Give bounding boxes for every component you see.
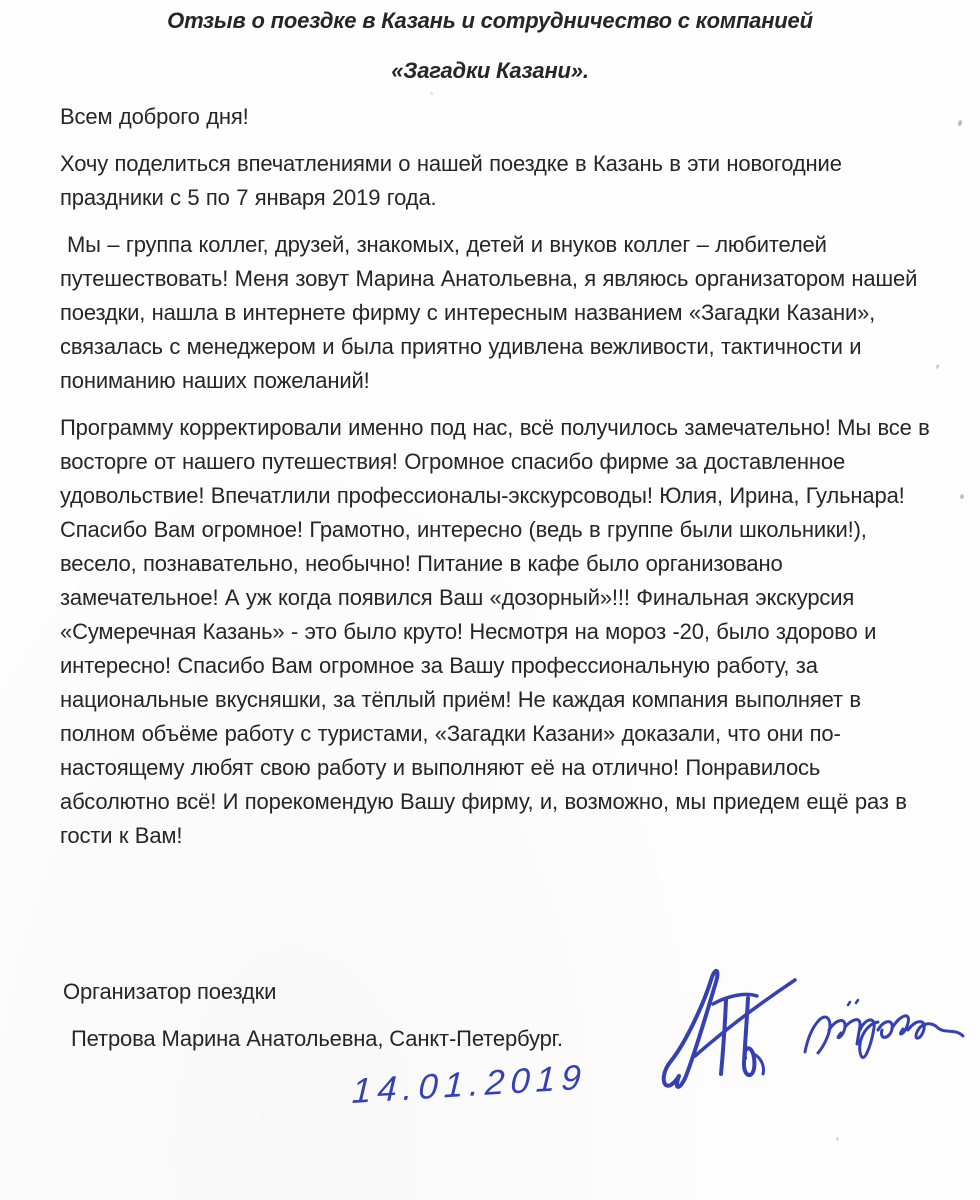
paragraph-greeting: Всем доброго дня! [60,104,249,129]
letter-title [0,8,980,84]
scan-artifact [430,92,433,95]
signature-monogram-icon [664,971,795,1087]
scan-artifact [836,1137,839,1141]
letter-title-line2: «Загадки Казани». [391,58,589,83]
letter-title-line1: Отзыв о поездке в Казань и сотрудничество с компанией [167,8,813,33]
paragraph-group: Мы – группа коллег, друзей, знакомых, детей и внуков коллег – любителей путешествовать! Меня зовут Марина Анатольевна, я являюсь организатором нашей поездки, нашла в интернете фирму с интересным названием «Загадки Казани», связалась с менеджером и была приятно удивлена вежливости, тактичности и пониманию наших пожеланий! [60,232,918,393]
handwritten-date: 14.01.2019 [351,1057,588,1112]
closing-author: Петрова Марина Анатольевна, Санкт-Петербург. [71,1026,563,1051]
scan-artifact [957,119,963,126]
scan-artifact [959,494,964,500]
handwritten-signature [655,958,975,1108]
letter-body [60,100,936,866]
closing-role: Организатор поездки [63,979,277,1004]
paragraph-review: Программу корректировали именно под нас, всё получилось замечательно! Мы все в восторге от нашего путешествия! Огромное спасибо фирме за доставленное удовольствие! Впечатлили профессионалы-экскурсоводы! Юлия, Ирина, Гульнара! Спасибо Вам огромное! Грамотно, интересно (ведь в группе были школьники!), весело, познавательно, необычно! Питание в кафе было организовано замечательное! А уж когда появился Ваш «дозорный»!!! Финальная экскурсия «Сумеречная Казань» - это было круто! Несмотря на мороз -20, было здорово и интересно! Спасибо Вам огромное за Вашу профессиональную работу, за национальные вкусняшки, за тёплый приём! Не каждая компания выполняет в полном объёме работу с туристами, «Загадки Казани» доказали, что они по-настоящему любят свою работу и выполняют её на отлично! Понравилось абсолютно всё! И порекомендую Вашу фирму, и, возможно, мы приедем ещё раз в гости к Вам! [60,415,930,848]
signature-name-script [805,1000,963,1058]
closing-block [63,975,563,1056]
paragraph-intro: Хочу поделиться впечатлениями о нашей поездке в Казань в эти новогодние праздники с 5 по 7 января 2019 года. [60,151,842,210]
scan-artifact [935,364,940,370]
